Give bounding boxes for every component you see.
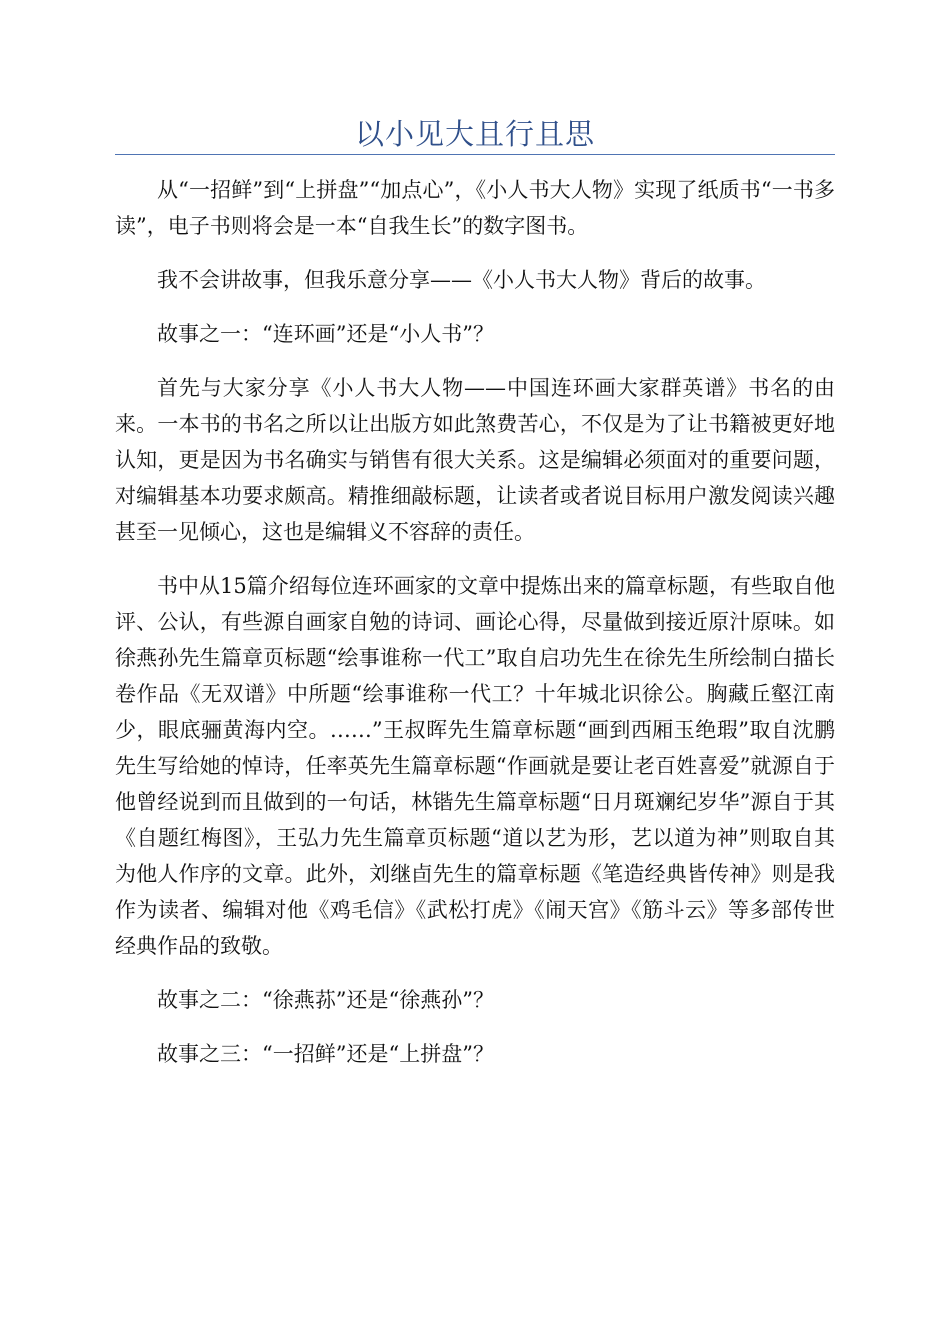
paragraph-sharing: 我不会讲故事，但我乐意分享——《小人书大人物》背后的故事。 [157, 268, 766, 292]
paragraph-intro: 从“一招鲜”到“上拼盘”“加点心”，《小人书大人物》实现了纸质书“一书多读”，电子书则将会是一本“自我生长”的数字图书。 [115, 178, 835, 238]
section-heading-story-1: 故事之一：“连环画”还是“小人书”？ [157, 322, 494, 346]
document-title: 以小见大且行且思 [354, 117, 595, 151]
title-underline [115, 154, 835, 155]
paragraph-chapter-titles: 书中从15篇介绍每位连环画家的文章中提炼出来的篇章标题，有些取自他评、公认，有些源自画家自勉的诗词、画论心得，尽量做到接近原汁原味。如徐燕孙先生篇章页标题“绘事谁称一代工”取自启功先生在徐先生所绘制白描长卷作品《无双谱》中所题“绘事谁称一代工？十年城北识徐公。胸藏丘壑江南少，眼底骊黄海内空。……”王叔晖先生篇章标题“画到西厢玉绝瑕”取自沈鹏先生写给她的悼诗，任率英先生篇章标题“作画就是要让老百姓喜爱”就源自于他曾经说到而且做到的一句话，林锴先生篇章标题“日月斑斓纪岁华”源自于其《自题红梅图》，王弘力先生篇章页标题“道以艺为形，艺以道为神”则取自其为他人作序的文章。此外，刘继卣先生的篇章标题《笔造经典皆传神》则是我作为读者、编辑对他《鸡毛信》《武松打虎》《闹天宫》《筋斗云》等多部传世经典作品的致敬。 [115, 574, 835, 958]
paragraph-book-title-origin: 首先与大家分享《小人书大人物——中国连环画大家群英谱》书名的由来。一本书的书名之所以让出版方如此煞费苦心，不仅是为了让书籍被更好地认知，更是因为书名确实与销售有很大关系。这是编辑必须面对的重要问题，对编辑基本功要求颇高。精推细敲标题，让读者或者说目标用户激发阅读兴趣甚至一见倾心，这也是编辑义不容辞的责任。 [115, 376, 835, 544]
section-heading-story-3: 故事之三：“一招鲜”还是“上拼盘”？ [157, 1042, 494, 1066]
document-body [115, 172, 835, 1090]
section-heading-story-2: 故事之二：“徐燕荪”还是“徐燕孙”？ [157, 988, 494, 1012]
